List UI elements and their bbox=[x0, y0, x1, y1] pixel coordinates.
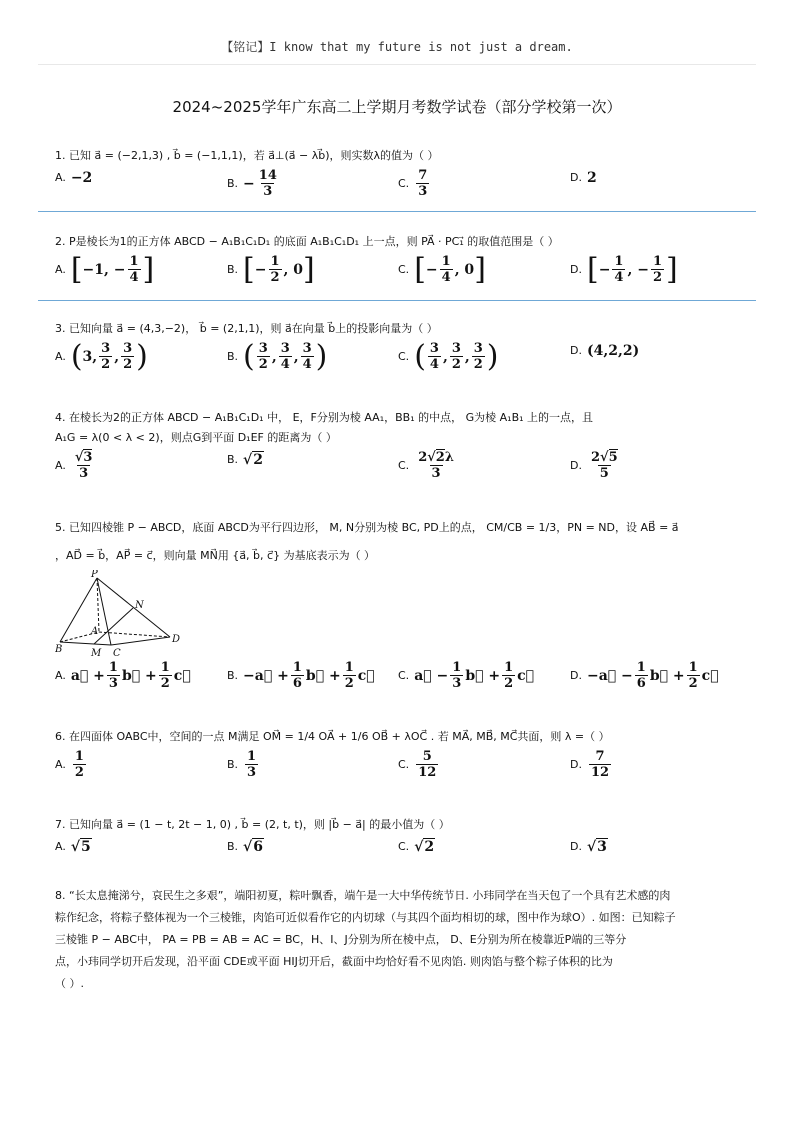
page-motto: 【铭记】I know that my future is not just a dream. bbox=[221, 40, 573, 54]
q3-option-c[interactable]: C. ( $\frac{3}{4}$ , $\frac{3}{2}$ , $\frac{3}{2}$ ) bbox=[398, 338, 499, 374]
q1-option-d[interactable]: D. 2 bbox=[570, 170, 597, 186]
question-4-stem-line1: 4. 在棱长为2的正方体 ABCD − A₁B₁C₁D₁ 中， E，F分别为棱 AA₁，BB₁ 的中点， G为棱 A₁B₁ 上的一点，且 bbox=[55, 411, 594, 424]
q6-option-c[interactable]: C. $\frac{5}{12}$ bbox=[398, 749, 437, 780]
vertex-label-b: B bbox=[55, 644, 63, 655]
question-1-stem: 1. 已知 a⃗ = (−2,1,3) , b⃗ = (−1,1,1)，若 a⃗⊥(a⃗ − λb⃗)，则实数λ的值为（ ） bbox=[55, 149, 439, 162]
q4-option-d[interactable]: D. $\frac{2√5}{5}$ bbox=[570, 450, 618, 481]
question-8-line4: 点，小玮同学切开后发现，沿平面 CDE或平面 HIJ切开后，截面中均恰好看不见肉馅. 则肉馅与整个粽子体积的比为 bbox=[55, 955, 613, 968]
q7-option-c[interactable]: C. √2 bbox=[398, 839, 435, 855]
q4-option-c[interactable]: C. $\frac{2√2\lambda}{3}$ bbox=[398, 450, 454, 481]
question-6-stem: 6. 在四面体 OABC中，空间的一点 M满足 OM⃗ = 1/4 OA⃗ + 1/6 OB⃗ + λOC⃗ . 若 MA⃗, MB⃗, MC⃗共面，则 λ =（ ） bbox=[55, 730, 610, 743]
q6-option-d[interactable]: D. $\frac{7}{12}$ bbox=[570, 749, 610, 780]
section-divider bbox=[38, 300, 756, 301]
q7-option-d[interactable]: D. √3 bbox=[570, 839, 607, 855]
question-7 bbox=[55, 815, 755, 867]
q2-option-a[interactable]: A. [ −1, − $\frac{1}{4}$ ] bbox=[55, 251, 155, 287]
q5-option-b[interactable]: B. −a⃗ + $\frac{1}{6}$ b⃗ + $\frac{1}{2}$ c⃗ bbox=[227, 660, 375, 691]
point-label-m: M bbox=[91, 648, 102, 659]
q4-option-b[interactable]: B. √2 bbox=[227, 452, 263, 468]
vertex-label-d: D bbox=[172, 634, 181, 645]
q3-option-b[interactable]: B. ( $\frac{3}{2}$ , $\frac{3}{4}$ , $\frac{3}{4}$ ) bbox=[227, 338, 328, 374]
question-2 bbox=[55, 232, 755, 294]
q5-option-a[interactable]: A. a⃗ + $\frac{1}{3}$ b⃗ + $\frac{1}{2}$ c⃗ bbox=[55, 660, 191, 691]
q4-option-a[interactable]: A. $\frac{√3}{3}$ bbox=[55, 450, 93, 481]
q2-option-d[interactable]: D. [ − $\frac{1}{4}$ , − $\frac{1}{2}$ ] bbox=[570, 251, 678, 287]
q3-option-a[interactable]: A. ( 3, $\frac{3}{2}$ , $\frac{3}{2}$ ) bbox=[55, 338, 148, 374]
q6-option-b[interactable]: B. $\frac{1}{3}$ bbox=[227, 749, 257, 780]
question-8-line3: 三棱锥 P − ABC中， PA = PB = AB = AC = BC，H、I、J分别为所在棱中点， D、E分别为所在棱靠近P端的三等分 bbox=[55, 933, 627, 946]
question-4-stem-line2: A₁G = λ(0 < λ < 2)，则点G到平面 D₁EF 的距离为（ ） bbox=[55, 431, 337, 444]
q7-option-a[interactable]: A. √5 bbox=[55, 839, 91, 855]
q7-option-b[interactable]: B. √6 bbox=[227, 839, 263, 855]
vertex-label-a: A bbox=[91, 626, 99, 637]
point-label-n: N bbox=[135, 600, 144, 611]
vertex-label-p: P bbox=[91, 570, 98, 580]
q1-option-a[interactable]: A. −2 bbox=[55, 170, 93, 186]
question-3 bbox=[55, 319, 755, 381]
question-8-line1: 8. “长太息掩涕兮，哀民生之多艰”，端阳初夏，粽叶飘香，端午是一大中华传统节日. 小玮同学在当天包了一个具有艺术感的肉 bbox=[55, 889, 671, 902]
question-6 bbox=[55, 727, 755, 789]
question-1 bbox=[55, 146, 755, 208]
q2-option-b[interactable]: B. [ − $\frac{1}{2}$ , 0 ] bbox=[227, 251, 315, 287]
header-divider bbox=[38, 64, 756, 65]
q5-option-d[interactable]: D. −a⃗ − $\frac{1}{6}$ b⃗ + $\frac{1}{2}$ c⃗ bbox=[570, 660, 719, 691]
section-divider bbox=[38, 211, 756, 212]
q5-option-c[interactable]: C. a⃗ − $\frac{1}{3}$ b⃗ + $\frac{1}{2}$ c⃗ bbox=[398, 660, 535, 691]
pyramid-figure bbox=[55, 570, 185, 660]
question-7-stem: 7. 已知向量 a⃗ = (1 − t, 2t − 1, 0) , b⃗ = (2, t, t)，则 |b⃗ − a⃗| 的最小值为（ ） bbox=[55, 818, 450, 831]
question-5 bbox=[55, 518, 755, 700]
question-8-line5: （ ）. bbox=[55, 977, 84, 990]
q3-option-d[interactable]: D. (4,2,2) bbox=[570, 343, 640, 359]
q2-option-c[interactable]: C. [ − $\frac{1}{4}$ , 0 ] bbox=[398, 251, 486, 287]
question-5-stem-line2: ，AD⃗ = b⃗，AP⃗ = c⃗，则向量 MN⃗用 {a⃗, b⃗, c⃗} 为基底表示为（ ） bbox=[55, 549, 376, 562]
q1-option-c[interactable]: C. $\frac{7}{3}$ bbox=[398, 168, 428, 199]
exam-title: 2024~2025学年广东高二上学期月考数学试卷（部分学校第一次） bbox=[172, 98, 622, 116]
question-8 bbox=[55, 885, 745, 995]
question-3-stem: 3. 已知向量 a⃗ = (4,3,−2)， b⃗ = (2,1,1)，则 a⃗在向量 b⃗上的投影向量为（ ） bbox=[55, 322, 438, 335]
question-4 bbox=[55, 408, 755, 490]
question-8-line2: 粽作纪念，将粽子整体视为一个三棱锥，肉馅可近似看作它的内切球（与其四个面均相切的球，图中作为球O）. 如图：已知粽子 bbox=[55, 911, 676, 924]
q6-option-a[interactable]: A. $\frac{1}{2}$ bbox=[55, 749, 84, 780]
question-2-stem: 2. P是棱长为1的正方体 ABCD − A₁B₁C₁D₁ 的底面 A₁B₁C₁D₁ 上一点，则 PA⃗ · PC₁⃗ 的取值范围是（ ） bbox=[55, 235, 559, 248]
question-5-stem-line1: 5. 已知四棱锥 P − ABCD，底面 ABCD为平行四边形， M, N分别为棱 BC, PD上的点， CM/CB = 1/3，PN = ND，设 AB⃗ = a⃗ bbox=[55, 521, 679, 534]
q1-option-b[interactable]: B. − $\frac{14}{3}$ bbox=[227, 168, 277, 199]
vertex-label-c: C bbox=[113, 648, 121, 659]
